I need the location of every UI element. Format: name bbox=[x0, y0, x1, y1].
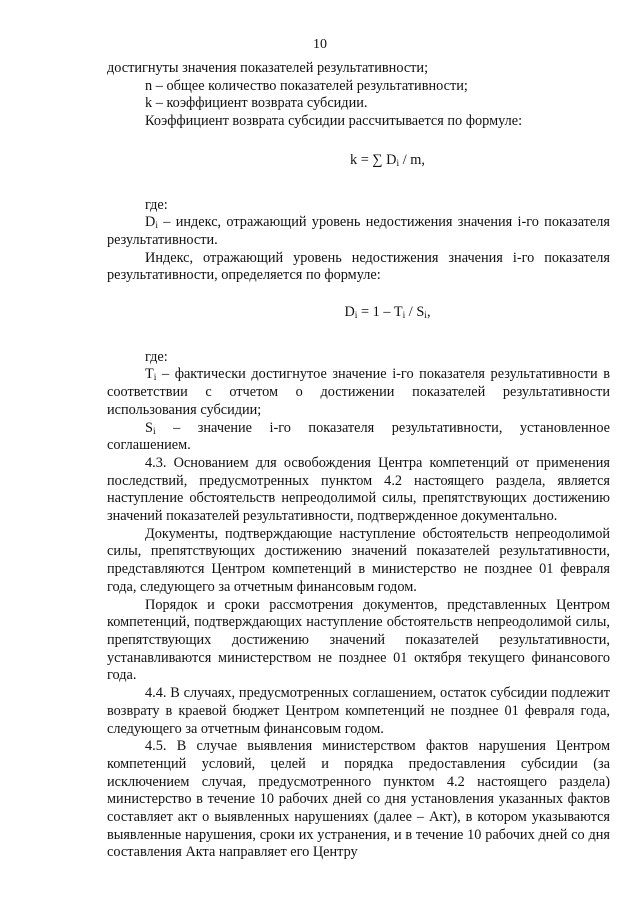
page-number: 10 bbox=[313, 37, 327, 52]
formula-d: $D_i = 1 - T_i / S_i$, bbox=[344, 304, 431, 322]
where-label: где: bbox=[145, 196, 168, 213]
paragraph-4-4: 4.4. В случаях, предусмотренных соглашением, остаток субсидии подлежит возврату в краевой бюджет Центром компетенций не позднее 01 февраля года, следующего за отчетным финансовым годом. bbox=[107, 685, 610, 737]
paragraph-order: Порядок и сроки рассмотрения документов, представленных Центром компетенций, подтверждающих наступление обстоятельств непреодолимой силы, препятствующих достижению значений показателей результативности, устанавливаются министерством не позднее 01 октября текущего финансового года. bbox=[107, 596, 610, 684]
paragraph-documents: Документы, подтверждающие наступление обстоятельств непреодолимой силы, препятствующих достижению значений показателей результативности, представляются Центром компетенций в министерство не позднее 01 февраля года, следующего за отчетным финансовым годом. bbox=[107, 525, 610, 595]
text-line: достигнуты значения показателей результативности; bbox=[107, 60, 429, 76]
text-line: k – коэффициент возврата субсидии. bbox=[145, 95, 368, 112]
formula-k: k = ∑ $D_i$ / m, bbox=[350, 151, 425, 169]
definition-t: $T_i$ – фактически достигнутое значение i-го показателя результативности в соответствии с отчетом о достижении показателей результативности использования субсидии; bbox=[107, 366, 610, 418]
paragraph-4-3: 4.3. Основанием для освобождения Центра компетенций от применения последствий, предусмотренных пунктом 4.2 настоящего раздела, является наступление обстоятельств непреодолимой силы, препятствующих достижению значений показателей результативности, подтвержденное документально. bbox=[107, 454, 610, 525]
index-intro: Индекс, отражающий уровень недостижения значения i-го показателя результативности, определяется по формуле: bbox=[107, 249, 610, 284]
where-label: где: bbox=[145, 348, 168, 365]
definition-s: $S_i$ – значение i-го показателя результативности, установленное соглашением. bbox=[107, 419, 610, 454]
definition-d: $D_i$ – индекс, отражающий уровень недостижения значения i-го показателя результативности. bbox=[107, 214, 610, 248]
paragraph-4-5: 4.5. В случае выявления министерством фактов нарушения Центром компетенций условий, целей и порядка предоставления субсидии (за исключением случая, предусмотренного пунктом 4.2 настоящего раздела) министерство в течение 10 рабочих дней со дня установления указанных фактов составляет акт о выявленных нарушениях (далее – Акт), в котором указываются выявленные нарушения, сроки их устранения, и в течение 10 рабочих дней со дня составления Акта направляет его Центру bbox=[107, 738, 610, 861]
text-line: Коэффициент возврата субсидии рассчитывается по формуле: bbox=[145, 113, 523, 130]
text-line: n – общее количество показателей результативности; bbox=[145, 77, 468, 94]
document-body bbox=[107, 60, 610, 862]
